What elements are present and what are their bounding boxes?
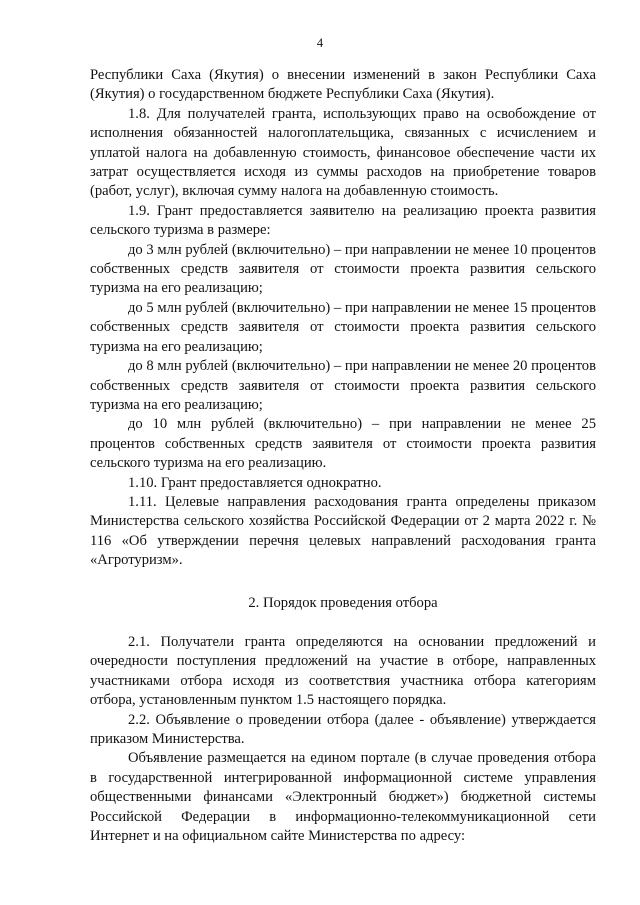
page-number: 4: [316, 36, 324, 50]
paragraph-1-11: 1.11. Целевые направления расходования гранта определены приказом Министерства сельского хозяйства Российской Федерации от 2 марта 2022 г. № 116 «Об утверждении перечня целевых направлений расходования гранта «Агротуризм».: [90, 493, 596, 569]
paragraph-1-10: 1.10. Грант предоставляется однократно.: [128, 474, 382, 491]
paragraph-2-2: 2.2. Объявление о проведении отбора (далее - объявление) утверждается приказом Министерства.: [90, 711, 596, 747]
paragraph-2-1: 2.1. Получатели гранта определяются на основании предложений и очередности поступления предложений на участие в отборе, направленных участниками отбора исходя из соответствия участника отбора категориям отбора, установленным пунктом 1.5 настоящего порядка.: [90, 633, 596, 709]
paragraph-1-9: 1.9. Грант предоставляется заявителю на реализацию проекта развития сельского туризма в размере:: [90, 202, 596, 239]
document-body: [90, 66, 596, 846]
paragraph-announcement: Объявление размещается на едином портале (в случае проведения отбора в государственной интегрированной информационной системе управления общественными финансами «Электронный бюджет») бюджетной системы Российской Федерации в информационно-телекоммуникационной сети Интернет и на официальном сайте Министерства по адресу:: [90, 750, 596, 845]
section-heading: 2. Порядок проведения отбора: [248, 594, 438, 611]
paragraph-1-8: 1.8. Для получателей гранта, использующих право на освобождение от исполнения обязанностей налогоплательщика, связанных с исчислением и уплатой налога на добавленную стоимость, финансовое обеспечение части их затрат осуществляется исходя из суммы расходов на приобретение товаров (работ, услуг), включая сумму налога на добавленную стоимость.: [90, 105, 596, 200]
paragraph-continuation: Республики Саха (Якутия) о внесении изменений в закон Республики Саха (Якутия) о государственном бюджете Республики Саха (Якутия).: [90, 67, 596, 103]
grant-tier-8m: до 8 млн рублей (включительно) – при направлении не менее 20 процентов собственных средств заявителя от стоимости проекта развития сельского туризма на его реализацию;: [90, 358, 596, 413]
grant-tier-10m: до 10 млн рублей (включительно) – при направлении не менее 25 процентов собственных средств заявителя от стоимости проекта развития сельского туризма на его реализацию.: [90, 416, 596, 472]
grant-tier-5m: до 5 млн рублей (включительно) – при направлении не менее 15 процентов собственных средств заявителя от стоимости проекта развития сельского туризма на его реализацию;: [90, 299, 596, 355]
grant-tier-3m: до 3 млн рублей (включительно) – при направлении не менее 10 процентов собственных средств заявителя от стоимости проекта развития сельского туризма на его реализацию;: [90, 241, 596, 297]
